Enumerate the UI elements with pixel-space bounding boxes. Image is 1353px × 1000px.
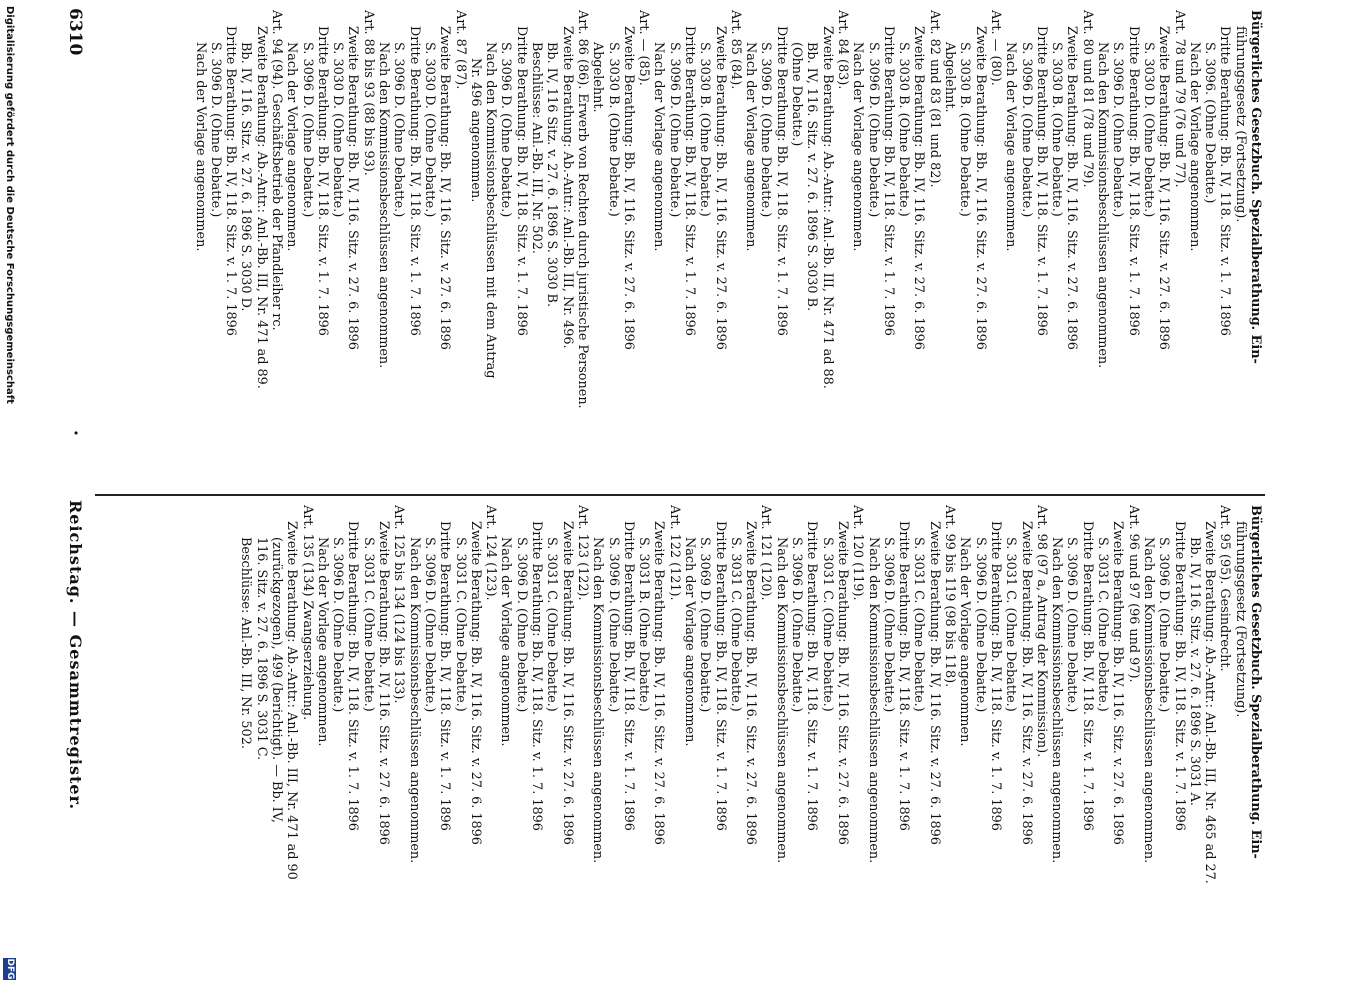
register-line: Nach den Kommissionsbeschlüssen angenommen. xyxy=(773,537,789,864)
register-line: Art. 86 (86). Erwerb von Rechten durch juristische Personen. xyxy=(574,10,590,409)
register-line: Dritte Berathung: Bb. IV, 118. Sitz. v. 1. 7. 1896 xyxy=(314,26,330,336)
register-line: Dritte Berathung: Bb. IV, 118. Sitz. v. 1. 7. 1896 xyxy=(406,26,422,336)
register-line: Dritte Berathung: Bb. IV, 118. Sitz. v. 1. 7. 1896 xyxy=(1171,521,1187,831)
register-line: S. 3096 D. (Ohne Debatte.) xyxy=(1064,537,1080,713)
register-line: Art. 84 (83). xyxy=(834,10,850,90)
register-line: Dritte Berathung: Bb. IV, 118. Sitz. v. 1. 7. 1896 xyxy=(1217,26,1233,336)
running-title: Reichstag. — Gesammtregister. xyxy=(66,500,85,811)
register-line: Nach der Vorlage angenommen. xyxy=(682,537,698,747)
page-number: 6310 xyxy=(65,8,85,56)
register-line: Zweite Berathung: Bb. IV, 116. Sitz. v. 27. 6. 1896 xyxy=(926,521,942,845)
register-line: S. 3031 C. (Ohne Debatte.) xyxy=(911,537,927,712)
register-line: Art. 78 und 79 (76 und 77). xyxy=(1171,10,1187,188)
register-line: Dritte Berathung: Bb. IV, 118. Sitz. v. 1. 7. 1896 xyxy=(712,521,728,831)
register-line: Zweite Berathung: Bb. IV, 116. Sitz. v. 27. 6. 1896 xyxy=(376,521,392,845)
register-line: Zweite Berathung: Bb. IV, 116. Sitz. v. 27. 6. 1896 xyxy=(834,521,850,845)
register-line: Dritte Berathung: Bb. IV, 118. Sitz. v. 1. 7. 1896 xyxy=(773,26,789,336)
register-line: Zweite Berathung: Bb. IV, 116. Sitz. v. 27. 6. 1896 xyxy=(345,26,361,350)
register-line: Nr. 496 angenommen. xyxy=(467,58,483,203)
register-line: Art. 98 (97 a, Antrag der Kommission). xyxy=(1033,505,1049,758)
register-line: S. 3096 D. (Ohne Debatte.) xyxy=(330,537,346,713)
register-line: Dritte Berathung: Bb. IV, 118. Sitz. v. 1. 7. 1896 xyxy=(880,26,896,336)
register-line: Dritte Berathung: Bb. IV, 118. Sitz. v. 1. 7. 1896 xyxy=(223,26,239,336)
register-line: Zweite Berathung: Bb. IV, 116. Sitz. v. 27. 6. 1896 xyxy=(712,26,728,350)
register-line: Zweite Berathung: Bb. IV, 116. Sitz. v. 27. 6. 1896 xyxy=(559,521,575,845)
register-line: Nach der Vorlage angenommen. xyxy=(957,537,973,747)
register-line: Beschlüsse: Anl.-Bb. III, Nr. 502. xyxy=(238,537,254,749)
register-line: Art. 95 (95). Gesindrecht. xyxy=(1217,505,1233,672)
register-line: S. 3096 D. (Ohne Debatte.) xyxy=(1018,42,1034,218)
register-line: führungsgesetz (Fortsetzung). xyxy=(1232,26,1248,223)
register-line: S. 3031 C. (Ohne Debatte.) xyxy=(1095,537,1111,712)
register-line: Nach der Vorlage angenommen. xyxy=(1003,42,1019,252)
register-line: Zweite Berathung: Bb. IV, 116. Sitz. v. 27. 6. 1896 xyxy=(1110,521,1126,845)
column-divider xyxy=(95,494,1265,496)
register-line: Zweite Berathung: Bb. IV, 116. Sitz. v. 27. 6. 1896 xyxy=(1064,26,1080,350)
register-line: Zweite Berathung: Ab.-Antr.: Anl.-Bb. III, Nr. 465 ad 27. xyxy=(1202,521,1218,884)
register-line: Zweite Berathung: Ab.-Antr.: Anl.-Bb. III, Nr. 471 ad 90 xyxy=(284,521,300,880)
register-line: S. 3096 D. (Ohne Debatte.) xyxy=(605,537,621,713)
register-line: S. 3096 D. (Ohne Debatte.) xyxy=(299,42,315,218)
register-line: Zweite Berathung: Bb. IV, 116. Sitz. v. 27. 6. 1896 xyxy=(1018,521,1034,845)
register-line: S. 3031 C. (Ohne Debatte.) xyxy=(727,537,743,712)
header-dot: · xyxy=(65,430,85,436)
register-line: Dritte Berathung: Bb. IV, 118. Sitz. v. 1. 7. 1896 xyxy=(529,521,545,831)
register-line: S. 3030 B. (Ohne Debatte.) xyxy=(1049,42,1065,217)
register-line: Art. — (80). xyxy=(987,10,1003,86)
register-line: Beschlüsse: Anl.-Bb. III, Nr. 502. xyxy=(529,42,545,254)
register-line: 116. Sitz. v. 27. 6. 1896 S. 3031 C. xyxy=(253,537,269,761)
register-line: Abgelehnt. xyxy=(590,42,606,113)
register-line: Zweite Berathung: Bb. IV, 116. Sitz. v. 27. 6. 1896 xyxy=(743,521,759,845)
register-line: Art. 122 (121). xyxy=(666,505,682,601)
register-line: Art. 120 (119). xyxy=(850,505,866,601)
register-line: Art. 121 (120). xyxy=(758,505,774,601)
register-line: Art. 124 (123). xyxy=(483,505,499,601)
register-line: Nach der Vorlage angenommen. xyxy=(314,537,330,747)
register-line: Zweite Berathung: Bb. IV, 116. Sitz. v. 27. 6. 1896 xyxy=(972,26,988,350)
register-line: S. 3096 D. (Ohne Debatte.) xyxy=(421,537,437,713)
register-line: Zweite Berathung: Bb. IV, 116. Sitz. v. 27. 6. 1896 xyxy=(651,521,667,845)
register-line: Zweite Berathung: Ab.-Antr.: Anl.-Bb. III, Nr. 471 ad 88. xyxy=(819,26,835,389)
register-line: Nach den Kommissionsbeschlüssen angenommen. xyxy=(1095,42,1111,369)
register-line: Bb. IV, 116 Sitz. v. 27. 6. 1896 S. 3030 B. xyxy=(544,42,560,308)
register-line: Dritte Berathung: Bb. IV, 118. Sitz. v. 1. 7. 1896 xyxy=(345,521,361,831)
register-line: Art. 82 und 83 (81 und 82). xyxy=(926,10,942,188)
register-line: S. 3096 D. (Ohne Debatte.) xyxy=(666,42,682,218)
register-line: S. 3096 D. (Ohne Debatte.) xyxy=(865,42,881,218)
register-line: S. 3096 D. (Ohne Debatte.) xyxy=(207,42,223,218)
register-line: Nach den Kommissionsbeschlüssen angenommen. xyxy=(1049,537,1065,864)
register-line: Dritte Berathung: Bb. IV, 118. Sitz. v. 1. 7. 1896 xyxy=(513,26,529,336)
register-line: S. 3030 B. (Ohne Debatte.) xyxy=(605,42,621,217)
register-line: Nach der Vorlage angenommen. xyxy=(850,42,866,252)
register-line: Bb. IV, 116. Sitz. v. 27. 6. 1896 S. 3031 A. xyxy=(1186,537,1202,806)
register-line: (Ohne Debatte.) xyxy=(789,42,805,147)
register-line: Art. — (85). xyxy=(636,10,652,86)
register-line: Nach der Vorlage angenommen. xyxy=(651,42,667,252)
register-line: S. 3096 D. (Ohne Debatte.) xyxy=(1110,42,1126,218)
register-line: S. 3096 D. (Ohne Debatte.) xyxy=(789,537,805,713)
register-line: Art. 94 (94). Geschäftsbetrieb der Pfandleiher rc. xyxy=(269,10,284,331)
register-line: Zweite Berathung: Ab.-Antr.: Anl.-Bb. III, Nr. 496. xyxy=(559,26,575,349)
register-line: Art. 88 bis 93 (88 bis 93). xyxy=(360,10,376,176)
register-line: Abgelehnt. xyxy=(942,42,958,113)
register-line: S. 3096 D. (Ohne Debatte.) xyxy=(498,42,514,218)
register-line: S. 3031 C. (Ohne Debatte.) xyxy=(1003,537,1019,712)
register-line: Zweite Berathung: Bb. IV, 116. Sitz. v. 27. 6. 1896 xyxy=(911,26,927,350)
register-line: Art. 85 (84). xyxy=(727,10,743,90)
left-column xyxy=(192,10,1263,490)
register-line: Nach den Kommissionsbeschlüssen angenommen. xyxy=(406,537,422,864)
register-line: Dritte Berathung: Bb. IV, 118. Sitz. v. 1. 7. 1896 xyxy=(804,521,820,831)
register-line: Dritte Berathung: Bb. IV, 118. Sitz. v. 1. 7. 1896 xyxy=(1079,521,1095,831)
register-line: Nach den Kommissionsbeschlüssen angenommen. xyxy=(865,537,881,864)
register-line: S. 3031 C. (Ohne Debatte.) xyxy=(819,537,835,712)
register-line: Nach der Vorlage angenommen. xyxy=(498,537,514,747)
register-line: Nach der Vorlage angenommen. xyxy=(743,42,759,252)
register-line: Dritte Berathung: Bb. IV, 118. Sitz. v. 1. 7. 1896 xyxy=(987,521,1003,831)
register-line: S. 3096. (Ohne Debatte.) xyxy=(1202,42,1218,204)
register-line: S. 3096 D. (Ohne Debatte.) xyxy=(880,537,896,713)
register-line: S. 3096 D. (Ohne Debatte.) xyxy=(1156,537,1172,713)
register-line: (zurückgezogen), 499 (berichtigt). — Bb. IV, xyxy=(269,537,284,823)
register-line: Zweite Berathung: Bb. IV, 116. Sitz. v. 27. 6. 1896 xyxy=(1156,26,1172,350)
register-line: Bb. IV, 116. Sitz. v. 27. 6. 1896 S. 3030 D. xyxy=(238,42,254,312)
register-line: führungsgesetz (Fortsetzung). xyxy=(1232,521,1248,718)
digitization-note: Digitalisierung gefördert durch die Deutsche Forschungsgemeinschaft xyxy=(4,6,15,404)
register-line: Zweite Berathung: Bb. IV, 116. Sitz. v. 27. 6. 1896 xyxy=(620,26,636,350)
register-line: Dritte Berathung: Bb. IV, 118. Sitz. v. 1. 7. 1896 xyxy=(1125,26,1141,336)
register-line: Art. 87 (87). xyxy=(452,10,468,90)
register-line: Art. 99 bis 119 (98 bis 118). xyxy=(942,505,958,688)
register-line: Bb. IV, 116. Sitz. v. 27. 6. 1896 S. 3030 B. xyxy=(804,42,820,312)
register-line: Art. 80 und 81 (78 und 79). xyxy=(1079,10,1095,188)
register-line: S. 3030 B. (Ohne Debatte.) xyxy=(896,42,912,217)
register-line: Zweite Berathung: Bb. IV, 116. Sitz. v. 27. 6. 1896 xyxy=(437,26,453,350)
register-line: Dritte Berathung: Bb. IV, 118. Sitz. v. 1. 7. 1896 xyxy=(620,521,636,831)
register-line: Dritte Berathung: Bb. IV, 118. Sitz. v. 1. 7. 1896 xyxy=(682,26,698,336)
register-line: S. 3030 B. (Ohne Debatte.) xyxy=(957,42,973,217)
register-line: Nach den Kommissionsbeschlüssen mit dem Antrag xyxy=(483,42,499,379)
register-line: Dritte Berathung: Bb. IV, 118. Sitz. v. 1. 7. 1896 xyxy=(896,521,912,831)
section-title: Bürgerliches Gesetzbuch. Spezialberathung. Ein- xyxy=(1248,505,1263,859)
register-line: S. 3030 B. (Ohne Debatte.) xyxy=(697,42,713,217)
register-line: S. 3030 D. (Ohne Debatte.) xyxy=(421,42,437,218)
register-line: Nach der Vorlage angenommen. xyxy=(284,42,300,252)
register-line: S. 3030 D. (Ohne Debatte.) xyxy=(330,42,346,218)
register-line: Art. 135 (134) Zwangserziehung. xyxy=(299,505,315,721)
register-line: Nach den Kommissionsbeschlüssen angenommen. xyxy=(1140,537,1156,864)
register-line: S. 3031 C. (Ohne Debatte.) xyxy=(360,537,376,712)
register-line: S. 3096 D. (Ohne Debatte.) xyxy=(972,537,988,713)
register-line: Dritte Berathung: Bb. IV, 118. Sitz. v. 1. 7. 1896 xyxy=(437,521,453,831)
register-line: S. 3031 C. (Ohne Debatte.) xyxy=(544,537,560,712)
register-line: S. 3069 D. (Ohne Debatte.) xyxy=(697,537,713,713)
register-line: S. 3030 D. (Ohne Debatte.) xyxy=(1140,42,1156,218)
register-line: Art. 123 (122). xyxy=(574,505,590,601)
register-line: S. 3096 D. (Ohne Debatte.) xyxy=(391,42,407,218)
register-line: Nach den Kommissionsbeschlüssen angenommen. xyxy=(376,42,392,369)
register-line: S. 3096 D. (Ohne Debatte.) xyxy=(758,42,774,218)
register-line: Art. 125 bis 134 (124 bis 133). xyxy=(391,505,407,704)
section-title: Bürgerliches Gesetzbuch. Spezialberathung. Ein- xyxy=(1248,10,1263,364)
register-line: S. 3031 C. (Ohne Debatte.) xyxy=(452,537,468,712)
register-line: Nach der Vorlage angenommen. xyxy=(192,42,208,252)
register-line: Nach der Vorlage angenommen. xyxy=(1186,42,1202,252)
register-line: Zweite Berathung: Bb. IV, 116. Sitz. v. 27. 6. 1896 xyxy=(467,521,483,845)
register-line: Dritte Berathung: Bb. IV, 118. Sitz. v. 1. 7. 1896 xyxy=(1033,26,1049,336)
register-line: Art. 96 und 97 (96 und 97). xyxy=(1125,505,1141,683)
register-line: S. 3096 D. (Ohne Debatte.) xyxy=(513,537,529,713)
register-line: S. 3031 B. (Ohne Debatte.) xyxy=(636,537,652,712)
right-column xyxy=(238,505,1263,985)
register-line: Nach den Kommissionsbeschlüssen angenommen. xyxy=(590,537,606,864)
dfg-logo-icon: DFG xyxy=(5,958,15,980)
register-line: Zweite Berathung: Ab.-Antr.: Anl.-Bb. III, Nr. 471 ad 89. xyxy=(253,26,269,389)
